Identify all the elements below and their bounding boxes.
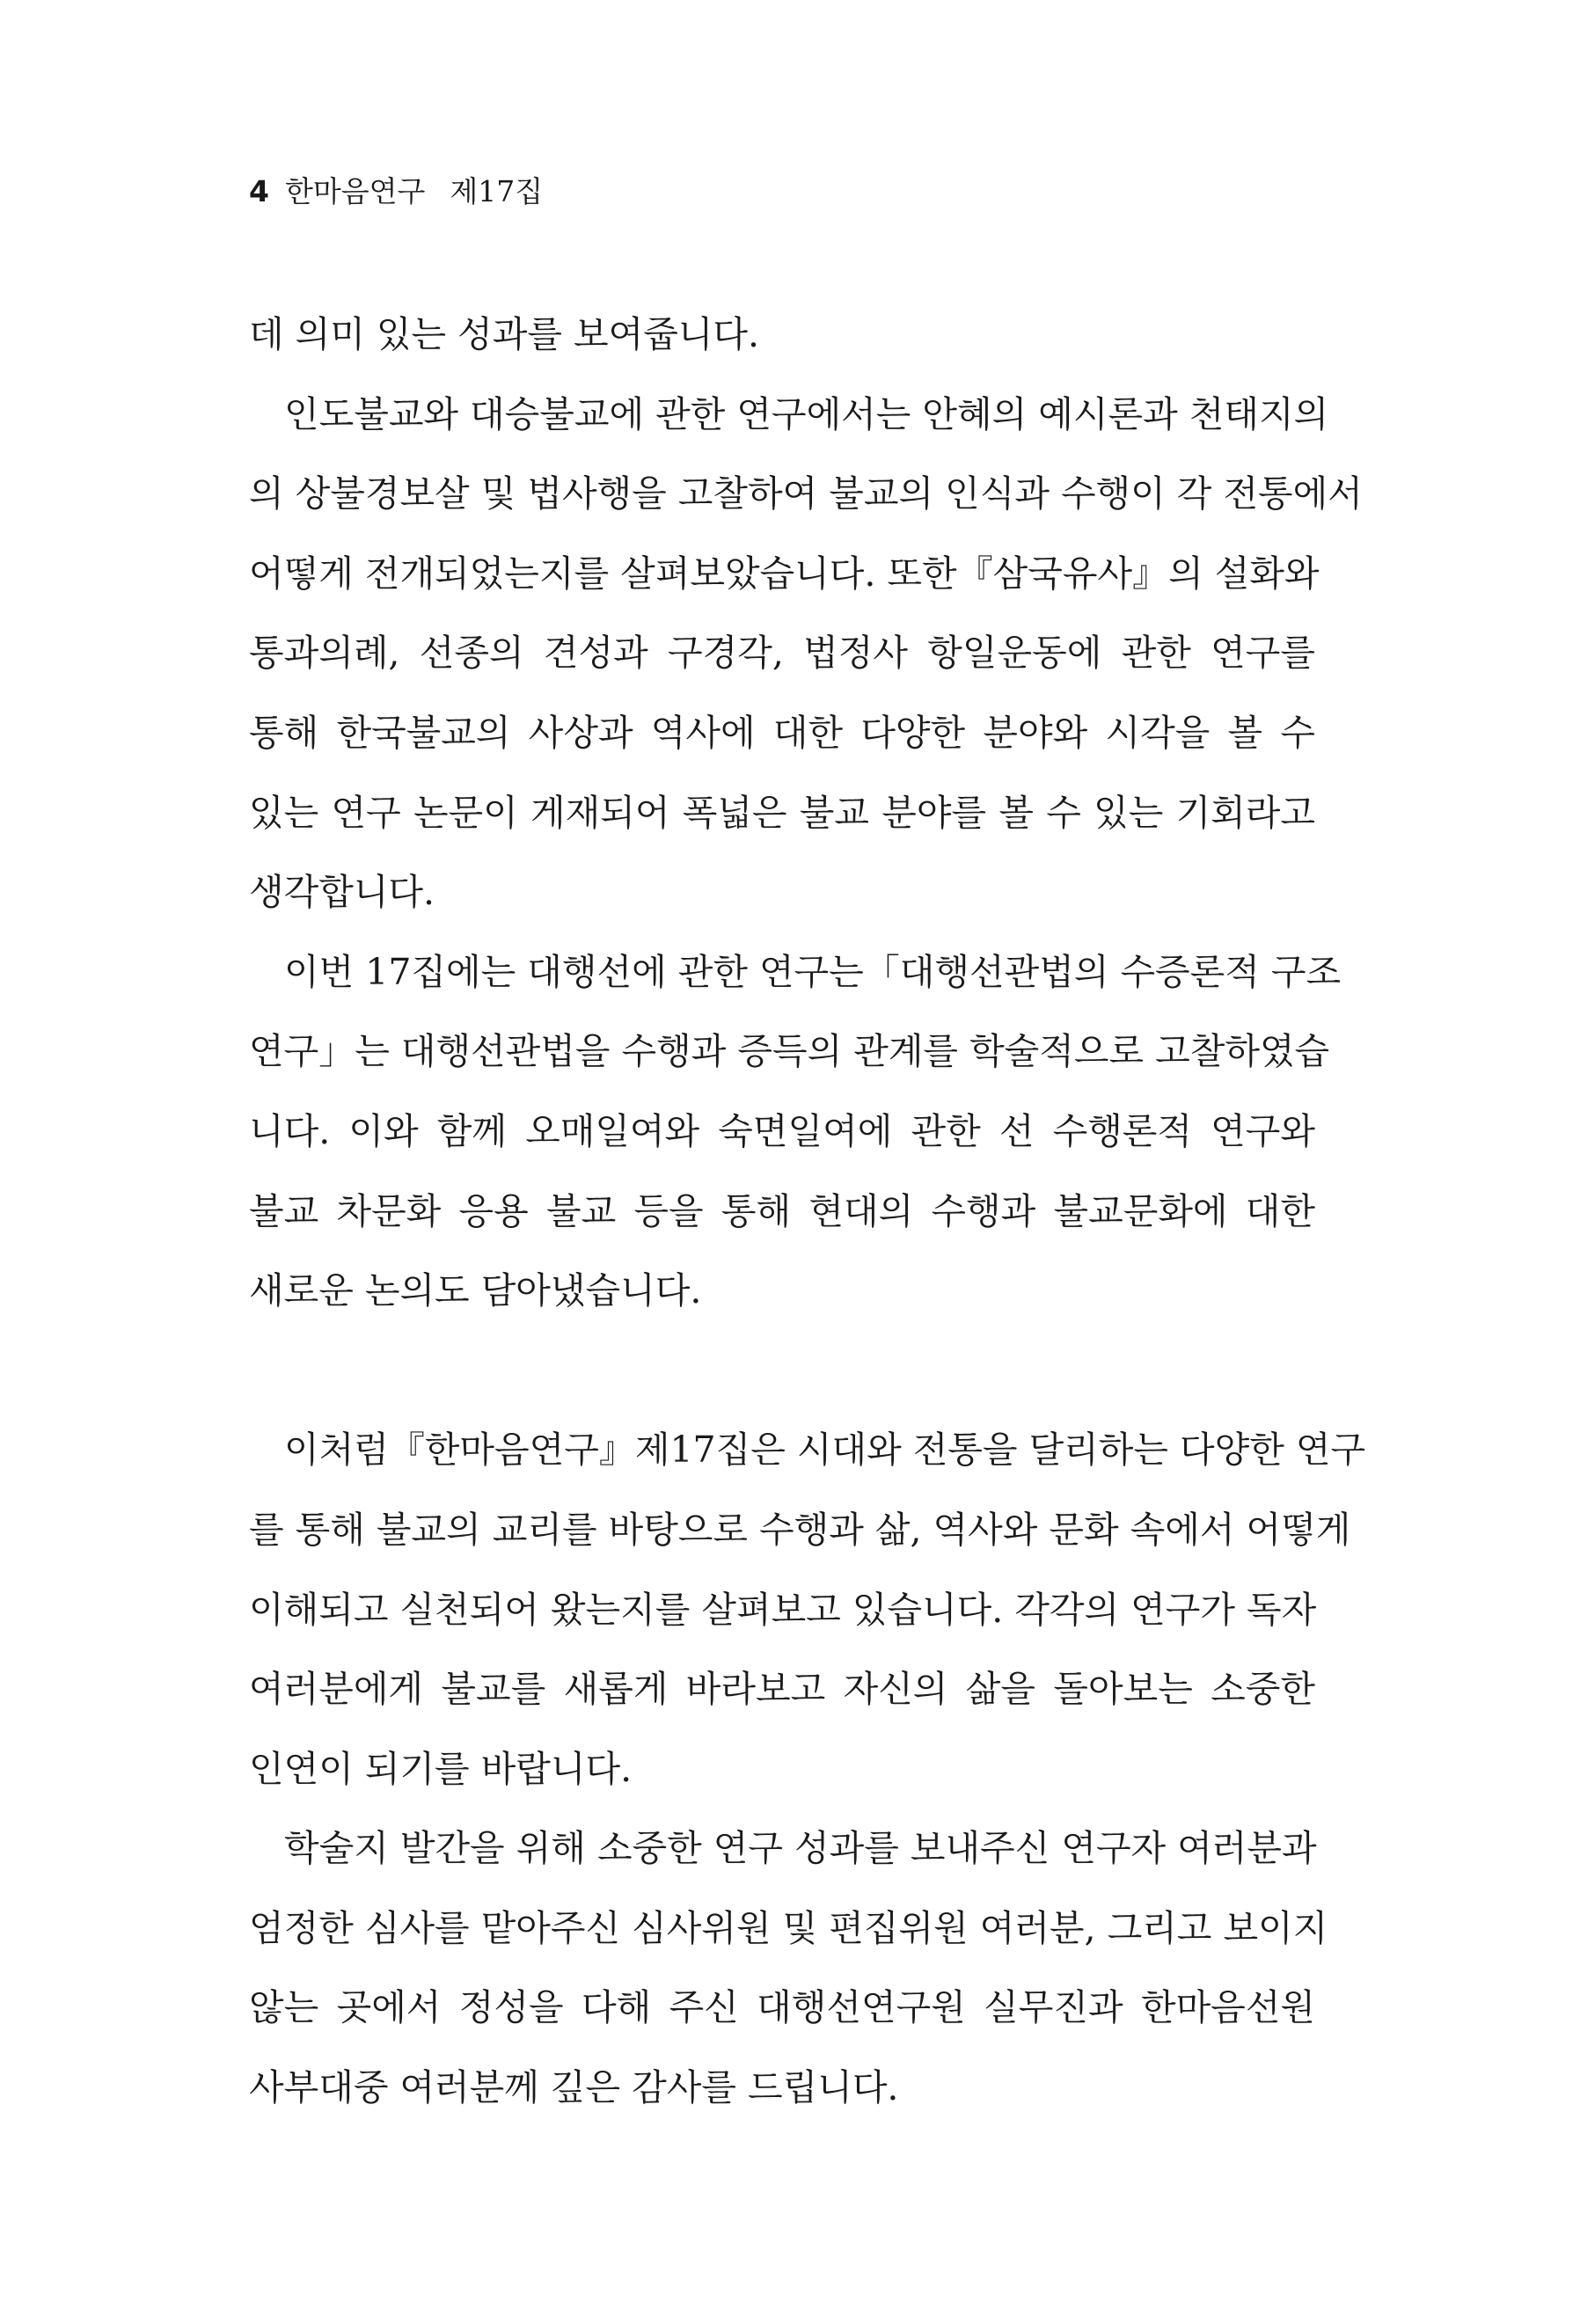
page-number: 4 [249, 174, 269, 208]
text-line: 니다. 이와 함께 오매일여와 숙면일여에 관한 선 수행론적 연구와 [249, 1109, 1315, 1152]
paragraph-p5 [249, 1809, 1328, 2127]
paragraph-gap [249, 1331, 1315, 1411]
text-line: 이처럼『한마음연구』제17집은 시대와 전통을 달리하는 다양한 연구 [284, 1429, 1366, 1472]
paragraph-p2 [249, 375, 1363, 932]
text-line: 생각합니다. [249, 871, 435, 914]
text-line: 인도불교와 대승불교에 관한 연구에서는 안혜의 예시론과 천태지의 [284, 392, 1329, 435]
text-line: 불교 차문화 응용 불교 등을 통해 현대의 수행과 불교문화에 대한 [249, 1189, 1315, 1232]
text-line: 통해 한국불교의 사상과 역사에 대한 다양한 분야와 시각을 볼 수 [249, 711, 1315, 754]
text-line: 통과의례, 선종의 견성과 구경각, 법정사 항일운동에 관한 연구를 [249, 632, 1315, 675]
text-line: 사부대중 여러분께 깊은 감사를 드립니다. [249, 2066, 899, 2109]
text-line: 어떻게 전개되었는지를 살펴보았습니다. 또한『삼국유사』의 설화와 [249, 552, 1320, 595]
text-line: 학술지 발간을 위해 소중한 연구 성과를 보내주신 연구자 여러분과 [284, 1827, 1317, 1870]
running-header [249, 172, 543, 211]
text-line: 있는 연구 논문이 게재되어 폭넓은 불교 분야를 볼 수 있는 기회라고 [249, 791, 1315, 834]
text-line: 엄정한 심사를 맡아주신 심사위원 및 편집위원 여러분, 그리고 보이지 [249, 1906, 1328, 1949]
text-line: 인연이 되기를 바랍니다. [249, 1747, 633, 1790]
text-line: 이번 17집에는 대행선에 관한 연구는「대행선관법의 수증론적 구조 [284, 950, 1342, 993]
text-line: 여러분에게 불교를 새롭게 바라보고 자신의 삶을 돌아보는 소중한 [249, 1668, 1315, 1711]
text-line: 않는 곳에서 정성을 다해 주신 대행선연구원 실무진과 한마음선원 [249, 1986, 1315, 2029]
text-line: 연구」는 대행선관법을 수행과 증득의 관계를 학술적으로 고찰하였습 [249, 1030, 1330, 1073]
text-line: 의 상불경보살 및 법사행을 고찰하여 불교의 인식과 수행이 각 전통에서 [249, 472, 1363, 515]
text-line: 를 통해 불교의 교리를 바탕으로 수행과 삶, 역사와 문화 속에서 어떻게 [249, 1508, 1351, 1551]
body-text [249, 295, 1366, 2128]
paragraph-p4 [249, 1410, 1366, 1809]
text-line: 데 의미 있는 성과를 보여줍니다. [249, 313, 760, 355]
text-line: 새로운 논의도 담아냈습니다. [249, 1269, 702, 1312]
paragraph-p1 [249, 295, 1315, 375]
issue-number: 제17집 [450, 174, 544, 208]
journal-name: 한마음연구 [284, 174, 426, 208]
text-line: 이해되고 실천되어 왔는지를 살펴보고 있습니다. 각각의 연구가 독자 [249, 1588, 1317, 1631]
paragraph-p3 [249, 932, 1342, 1331]
